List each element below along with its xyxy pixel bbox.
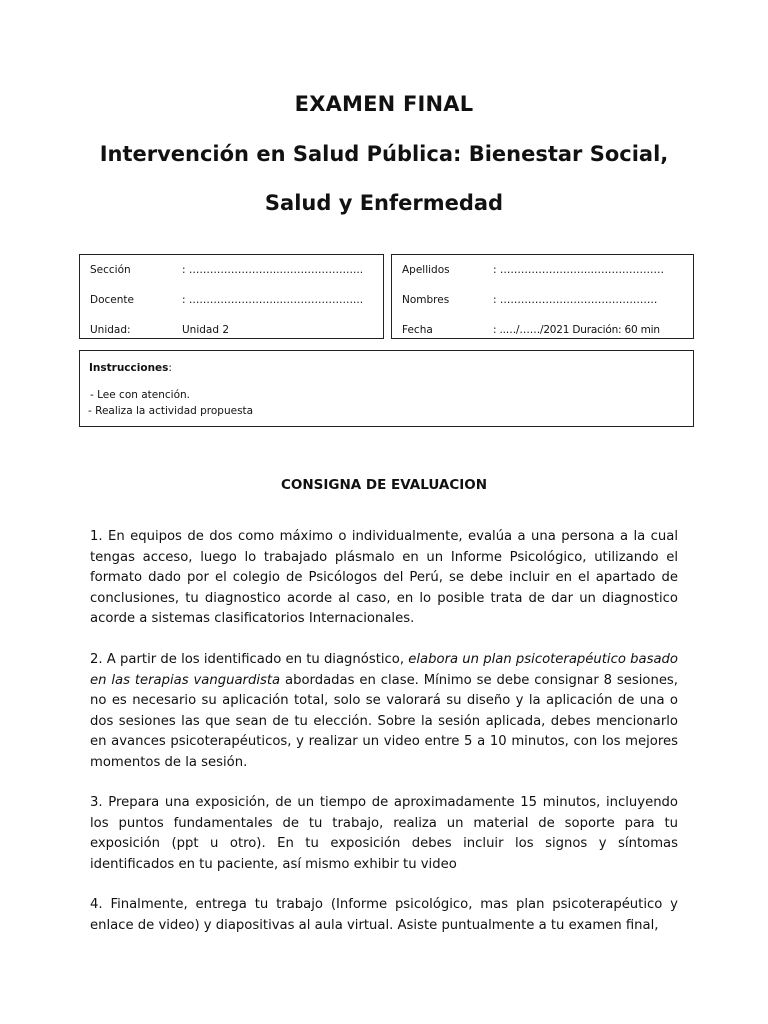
info-label: Fecha (402, 324, 433, 336)
instructions-heading (89, 362, 172, 374)
student-info-left-box (79, 254, 384, 339)
course-title-line1: Intervención en Salud Pública: Bienestar Social, (99, 142, 669, 166)
instruction-paragraph-2 (90, 650, 678, 773)
info-label: Unidad: (90, 324, 131, 336)
instruction-item: - Lee con atención. (90, 389, 191, 401)
paragraph-2-intro: 2. A partir de los identificado en tu diagnóstico, (90, 652, 409, 667)
paragraph-2-emphasis: elabora un plan psicoterapéutico basado en las terapias vanguardista (90, 652, 678, 688)
instructions-heading-colon: : (168, 362, 172, 374)
instruction-item: - Realiza la actividad propuesta (88, 405, 254, 417)
course-title-line2: Salud y Enfermedad (264, 191, 504, 215)
info-value[interactable]: : ……………………………………… (493, 294, 658, 306)
exam-title: EXAMEN FINAL (294, 92, 474, 116)
instructions-heading-label: Instrucciones (89, 362, 169, 374)
info-label: Sección (90, 264, 131, 276)
instruction-paragraph-4: 4. Finalmente, entrega tu trabajo (Informe psicológico, mas plan psicoterapéutico y enlace de video) y diapositivas al aula virtual. Asiste puntualmente a tu examen final, (90, 897, 678, 933)
student-info-right-box (391, 254, 694, 339)
info-value[interactable]: : ……………………..………………… (493, 264, 665, 276)
info-label: Apellidos (402, 264, 450, 276)
info-value: Unidad 2 (182, 324, 230, 336)
info-value[interactable]: : ..…/……/2021 Duración: 60 min (493, 324, 660, 336)
instruction-paragraph-3: 3. Prepara una exposición, de un tiempo de aproximadamente 15 minutos, incluyendo los puntos fundamentales de tu trabajo, realiza un material de soporte para tu exposición (ppt u otro). En tu exposición debes incluir los signos y síntomas identificados en tu paciente, así mismo exhibir tu video (90, 795, 678, 872)
info-value[interactable]: : ……………………..…………………... (182, 264, 364, 276)
instructions-box (79, 350, 694, 427)
section-title: CONSIGNA DE EVALUACION (280, 477, 488, 493)
info-label: Nombres (402, 294, 450, 306)
paragraph-2-rest: abordadas en clase. Mínimo se debe consignar 8 sesiones, no es necesario su aplicación total, solo se valorará su diseño y la aplicación de una o dos sesiones las que sean de tu elección. Sobre la sesión aplicada, debes mencionarlo en avances psicoterapéuticos, y realizar un video entre 5 a 10 minutos, con los mejores momentos de la sesión. (90, 672, 678, 770)
info-value[interactable]: : ……………………..…………………... (182, 294, 364, 306)
instruction-paragraph-1: 1. En equipos de dos como máximo o individualmente, evalúa a una persona a la cual tengas acceso, luego lo trabajado plásmalo en un Informe Psicológico, utilizando el formato dado por el colegio de Psicólogos del Perú, se debe incluir en el apartado de conclusiones, tu diagnostico acorde al caso, en lo posible trata de dar un diagnostico acorde a sistemas clasificatorios Internacionales. (90, 529, 678, 626)
info-label: Docente (90, 294, 134, 306)
